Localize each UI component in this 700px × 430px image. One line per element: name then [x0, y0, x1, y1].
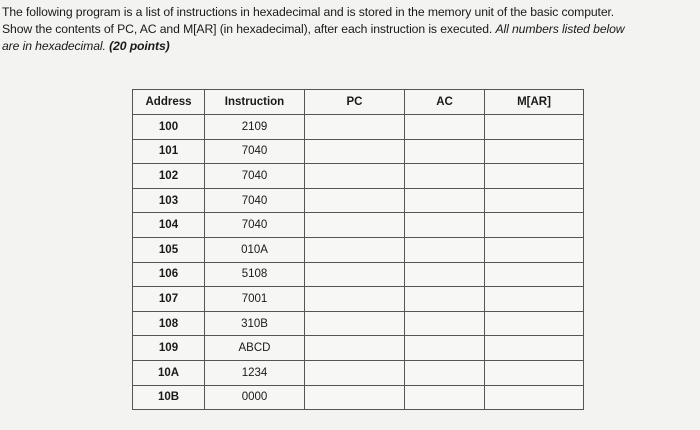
- address-cell: 103: [133, 188, 205, 213]
- table-row: [133, 213, 584, 238]
- mar-cell[interactable]: [485, 237, 584, 262]
- pc-cell[interactable]: [305, 360, 405, 385]
- address-cell: 105: [133, 237, 205, 262]
- pc-cell[interactable]: [305, 385, 405, 410]
- ac-cell[interactable]: [405, 385, 485, 410]
- pc-cell[interactable]: [305, 115, 405, 140]
- table-row: [133, 311, 584, 336]
- mar-cell[interactable]: [485, 287, 584, 312]
- address-cell: 104: [133, 213, 205, 238]
- ac-cell[interactable]: [405, 336, 485, 361]
- table-row: [133, 385, 584, 410]
- question-line-2-italic: All numbers listed below: [495, 22, 625, 36]
- instruction-cell: 1234: [205, 360, 305, 385]
- address-cell: 101: [133, 139, 205, 164]
- mar-cell[interactable]: [485, 360, 584, 385]
- ac-cell[interactable]: [405, 262, 485, 287]
- address-cell: 10A: [133, 360, 205, 385]
- pc-cell[interactable]: [305, 139, 405, 164]
- instruction-cell: 2109: [205, 115, 305, 140]
- instruction-cell: 0000: [205, 385, 305, 410]
- table-row: [133, 139, 584, 164]
- mar-cell[interactable]: [485, 188, 584, 213]
- address-cell: 107: [133, 287, 205, 312]
- ac-cell[interactable]: [405, 164, 485, 189]
- header-pc: PC: [305, 90, 405, 115]
- question-line-2-plain: Show the contents of PC, AC and M[AR] (in hexadecimal), after each instruction is executed.: [2, 22, 493, 36]
- address-cell: 108: [133, 311, 205, 336]
- instruction-cell: ABCD: [205, 336, 305, 361]
- table-row: [133, 360, 584, 385]
- question-text: [2, 4, 696, 55]
- mar-cell[interactable]: [485, 311, 584, 336]
- table-row: [133, 115, 584, 140]
- table-row: [133, 336, 584, 361]
- question-line-3-italic: are in hexadecimal.: [2, 39, 106, 53]
- header-ac: AC: [405, 90, 485, 115]
- header-address: Address: [133, 90, 205, 115]
- instruction-cell: 7001: [205, 287, 305, 312]
- pc-cell[interactable]: [305, 262, 405, 287]
- address-cell: 106: [133, 262, 205, 287]
- ac-cell[interactable]: [405, 287, 485, 312]
- question-points: (20 points): [109, 39, 170, 53]
- header-mar: M[AR]: [485, 90, 584, 115]
- address-cell: 10B: [133, 385, 205, 410]
- table-row: [133, 164, 584, 189]
- pc-cell[interactable]: [305, 213, 405, 238]
- ac-cell[interactable]: [405, 188, 485, 213]
- address-cell: 102: [133, 164, 205, 189]
- pc-cell[interactable]: [305, 237, 405, 262]
- mar-cell[interactable]: [485, 139, 584, 164]
- ac-cell[interactable]: [405, 139, 485, 164]
- mar-cell[interactable]: [485, 385, 584, 410]
- instruction-cell: 5108: [205, 262, 305, 287]
- ac-cell[interactable]: [405, 311, 485, 336]
- address-cell: 109: [133, 336, 205, 361]
- ac-cell[interactable]: [405, 360, 485, 385]
- question-line-1: The following program is a list of instructions in hexadecimal and is stored in the memory unit of the basic computer.: [2, 5, 615, 19]
- instruction-cell: 310B: [205, 311, 305, 336]
- instruction-cell: 7040: [205, 188, 305, 213]
- mar-cell[interactable]: [485, 115, 584, 140]
- pc-cell[interactable]: [305, 164, 405, 189]
- table-row: [133, 287, 584, 312]
- pc-cell[interactable]: [305, 311, 405, 336]
- pc-cell[interactable]: [305, 336, 405, 361]
- address-cell: 100: [133, 115, 205, 140]
- instruction-cell: 7040: [205, 213, 305, 238]
- table-row: [133, 262, 584, 287]
- mar-cell[interactable]: [485, 336, 584, 361]
- ac-cell[interactable]: [405, 237, 485, 262]
- mar-cell[interactable]: [485, 213, 584, 238]
- mar-cell[interactable]: [485, 262, 584, 287]
- table-row: [133, 188, 584, 213]
- pc-cell[interactable]: [305, 188, 405, 213]
- pc-cell[interactable]: [305, 287, 405, 312]
- ac-cell[interactable]: [405, 115, 485, 140]
- ac-cell[interactable]: [405, 213, 485, 238]
- table-header-row: [133, 90, 584, 115]
- instruction-table: [132, 89, 584, 410]
- header-instruction: Instruction: [205, 90, 305, 115]
- instruction-cell: 7040: [205, 139, 305, 164]
- question-line-2: [2, 21, 696, 38]
- table-row: [133, 237, 584, 262]
- instruction-cell: 010A: [205, 237, 305, 262]
- instruction-cell: 7040: [205, 164, 305, 189]
- question-line-3: [2, 38, 696, 55]
- mar-cell[interactable]: [485, 164, 584, 189]
